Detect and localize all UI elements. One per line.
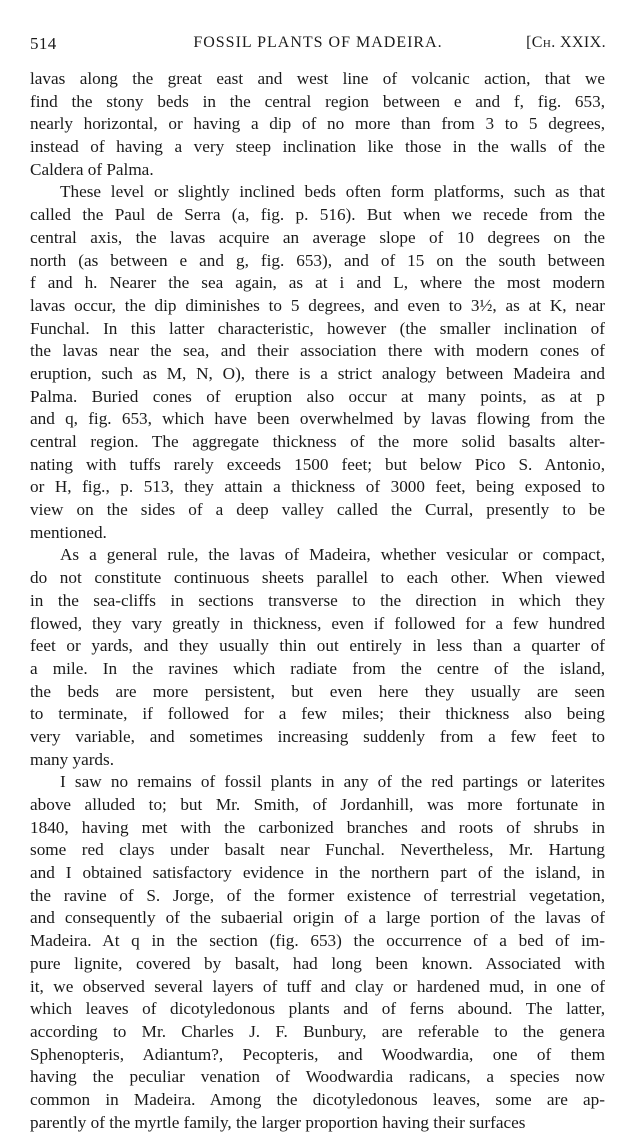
text-line: to terminate, if followed for a few miles; their thickness also being [30,704,605,724]
text-line: Sphenopteris, Adiantum?, Pecopteris, and Woodwardia, one of them [30,1044,605,1064]
text-line: which leaves of dicotyledonous plants and of ferns abound. The latter, [30,999,605,1019]
text-line: and q, fig. 653, which have been overwhelmed by lavas flowing from the [30,409,605,429]
text-line: I saw no remains of fossil plants in any of the red partings or laterites [60,772,605,792]
text-line: find the stony beds in the central region between e and f, fig. 653, [30,91,605,111]
text-line: the lavas near the sea, and their association there with modern cones of [30,341,605,361]
text-line: parently of the myrtle family, the larger proportion having their surfaces [30,1112,526,1132]
text-line: it, we observed several layers of tuff and clay or hardened mud, in one of [30,976,605,996]
running-title: FOSSIL PLANTS OF MADEIRA. [193,34,443,51]
text-line: called the Paul de Serra (a, fig. p. 516). But when we recede from the [30,205,605,225]
text-line: very variable, and sometimes increasing suddenly from a few feet to [30,726,605,746]
text-line: 1840, having met with the carbonized branches and roots of shrubs in [30,817,605,837]
text-line: pure lignite, covered by basalt, had long been known. Associated with [30,953,605,973]
text-line: lavas along the great east and west line of volcanic action, that we [30,69,605,88]
text-line: in the sea-cliffs in sections transverse to the direction in which they [30,590,605,610]
text-line: view on the sides of a deep valley called the Curral, presently to be [30,500,605,520]
text-line: central region. The aggregate thickness of the more solid basalts alter- [30,432,605,451]
page-number: 514 [30,34,57,53]
text-line: many yards. [30,749,115,769]
text-line: and consequently of the subaerial origin of a large portion of the lavas of [30,908,605,928]
text-line: f and h. Nearer the sea again, as at i and L, where the most modern [30,273,605,293]
text-line: central axis, the lavas acquire an average slope of 10 degrees on the [30,227,605,247]
text-line: common in Madeira. Among the dicotyledonous leaves, some are ap- [30,1089,605,1109]
text-line: north (as between e and g, fig. 653), and of 15 on the south between [30,250,605,270]
text-line: nating with tuffs rarely exceeds 1500 feet; but below Pico S. Antonio, [30,454,605,474]
paragraph [30,181,605,544]
text-line: As a general rule, the lavas of Madeira, whether vesicular or compact, [60,545,605,565]
text-line: and I obtained satisfactory evidence in the northern part of the island, in [30,863,605,883]
text-line: the ravine of S. Jorge, of the former existence of terrestrial vegetation, [30,885,605,905]
paragraph [30,68,605,181]
text-line: according to Mr. Charles J. F. Bunbury, are referable to the genera [30,1021,605,1041]
text-line: Palma. Buried cones of eruption also occur at many points, as at p [30,386,605,406]
text-line: above alluded to; but Mr. Smith, of Jordanhill, was more fortunate in [30,795,605,814]
body-text [30,68,605,1134]
text-line: flowed, they vary greatly in thickness, even if followed for a few hundred [30,613,605,633]
text-line: These level or slightly inclined beds often form platforms, such as that [60,182,605,202]
text-line: lavas occur, the dip diminishes to 5 degrees, and even to 3½, as at K, near [30,295,605,315]
text-line: Funchal. In this latter characteristic, however (the smaller inclination of [30,318,605,338]
text-line: Madeira. At q in the section (fig. 653) the occurrence of a bed of im- [30,931,605,951]
paragraph [30,544,605,771]
text-line: some red clays under basalt near Funchal. Nevertheless, Mr. Hartung [30,840,605,860]
chapter-reference: [Ch. XXIX. [526,34,606,51]
text-line: do not constitute continuous sheets parallel to each other. When viewed [30,568,605,588]
text-line: mentioned. [30,522,107,542]
running-head [30,34,606,58]
text-line: feet or yards, and they usually thin out entirely in less than a quarter of [30,636,605,656]
text-line: Caldera of Palma. [30,159,154,179]
text-line: nearly horizontal, or having a dip of no more than from 3 to 5 degrees, [30,114,605,134]
text-line: eruption, such as M, N, O), there is a strict analogy between Madeira and [30,363,605,383]
text-line: the beds are more persistent, but even here they usually are seen [30,681,605,701]
text-line: having the peculiar venation of Woodwardia radicans, a species now [30,1067,605,1087]
paragraph [30,771,605,1134]
text-line: or H, fig., p. 513, they attain a thickness of 3000 feet, being exposed to [30,477,605,497]
text-line: instead of having a very steep inclination like those in the walls of the [30,137,605,157]
text-line: a mile. In the ravines which radiate from the centre of the island, [30,658,605,678]
